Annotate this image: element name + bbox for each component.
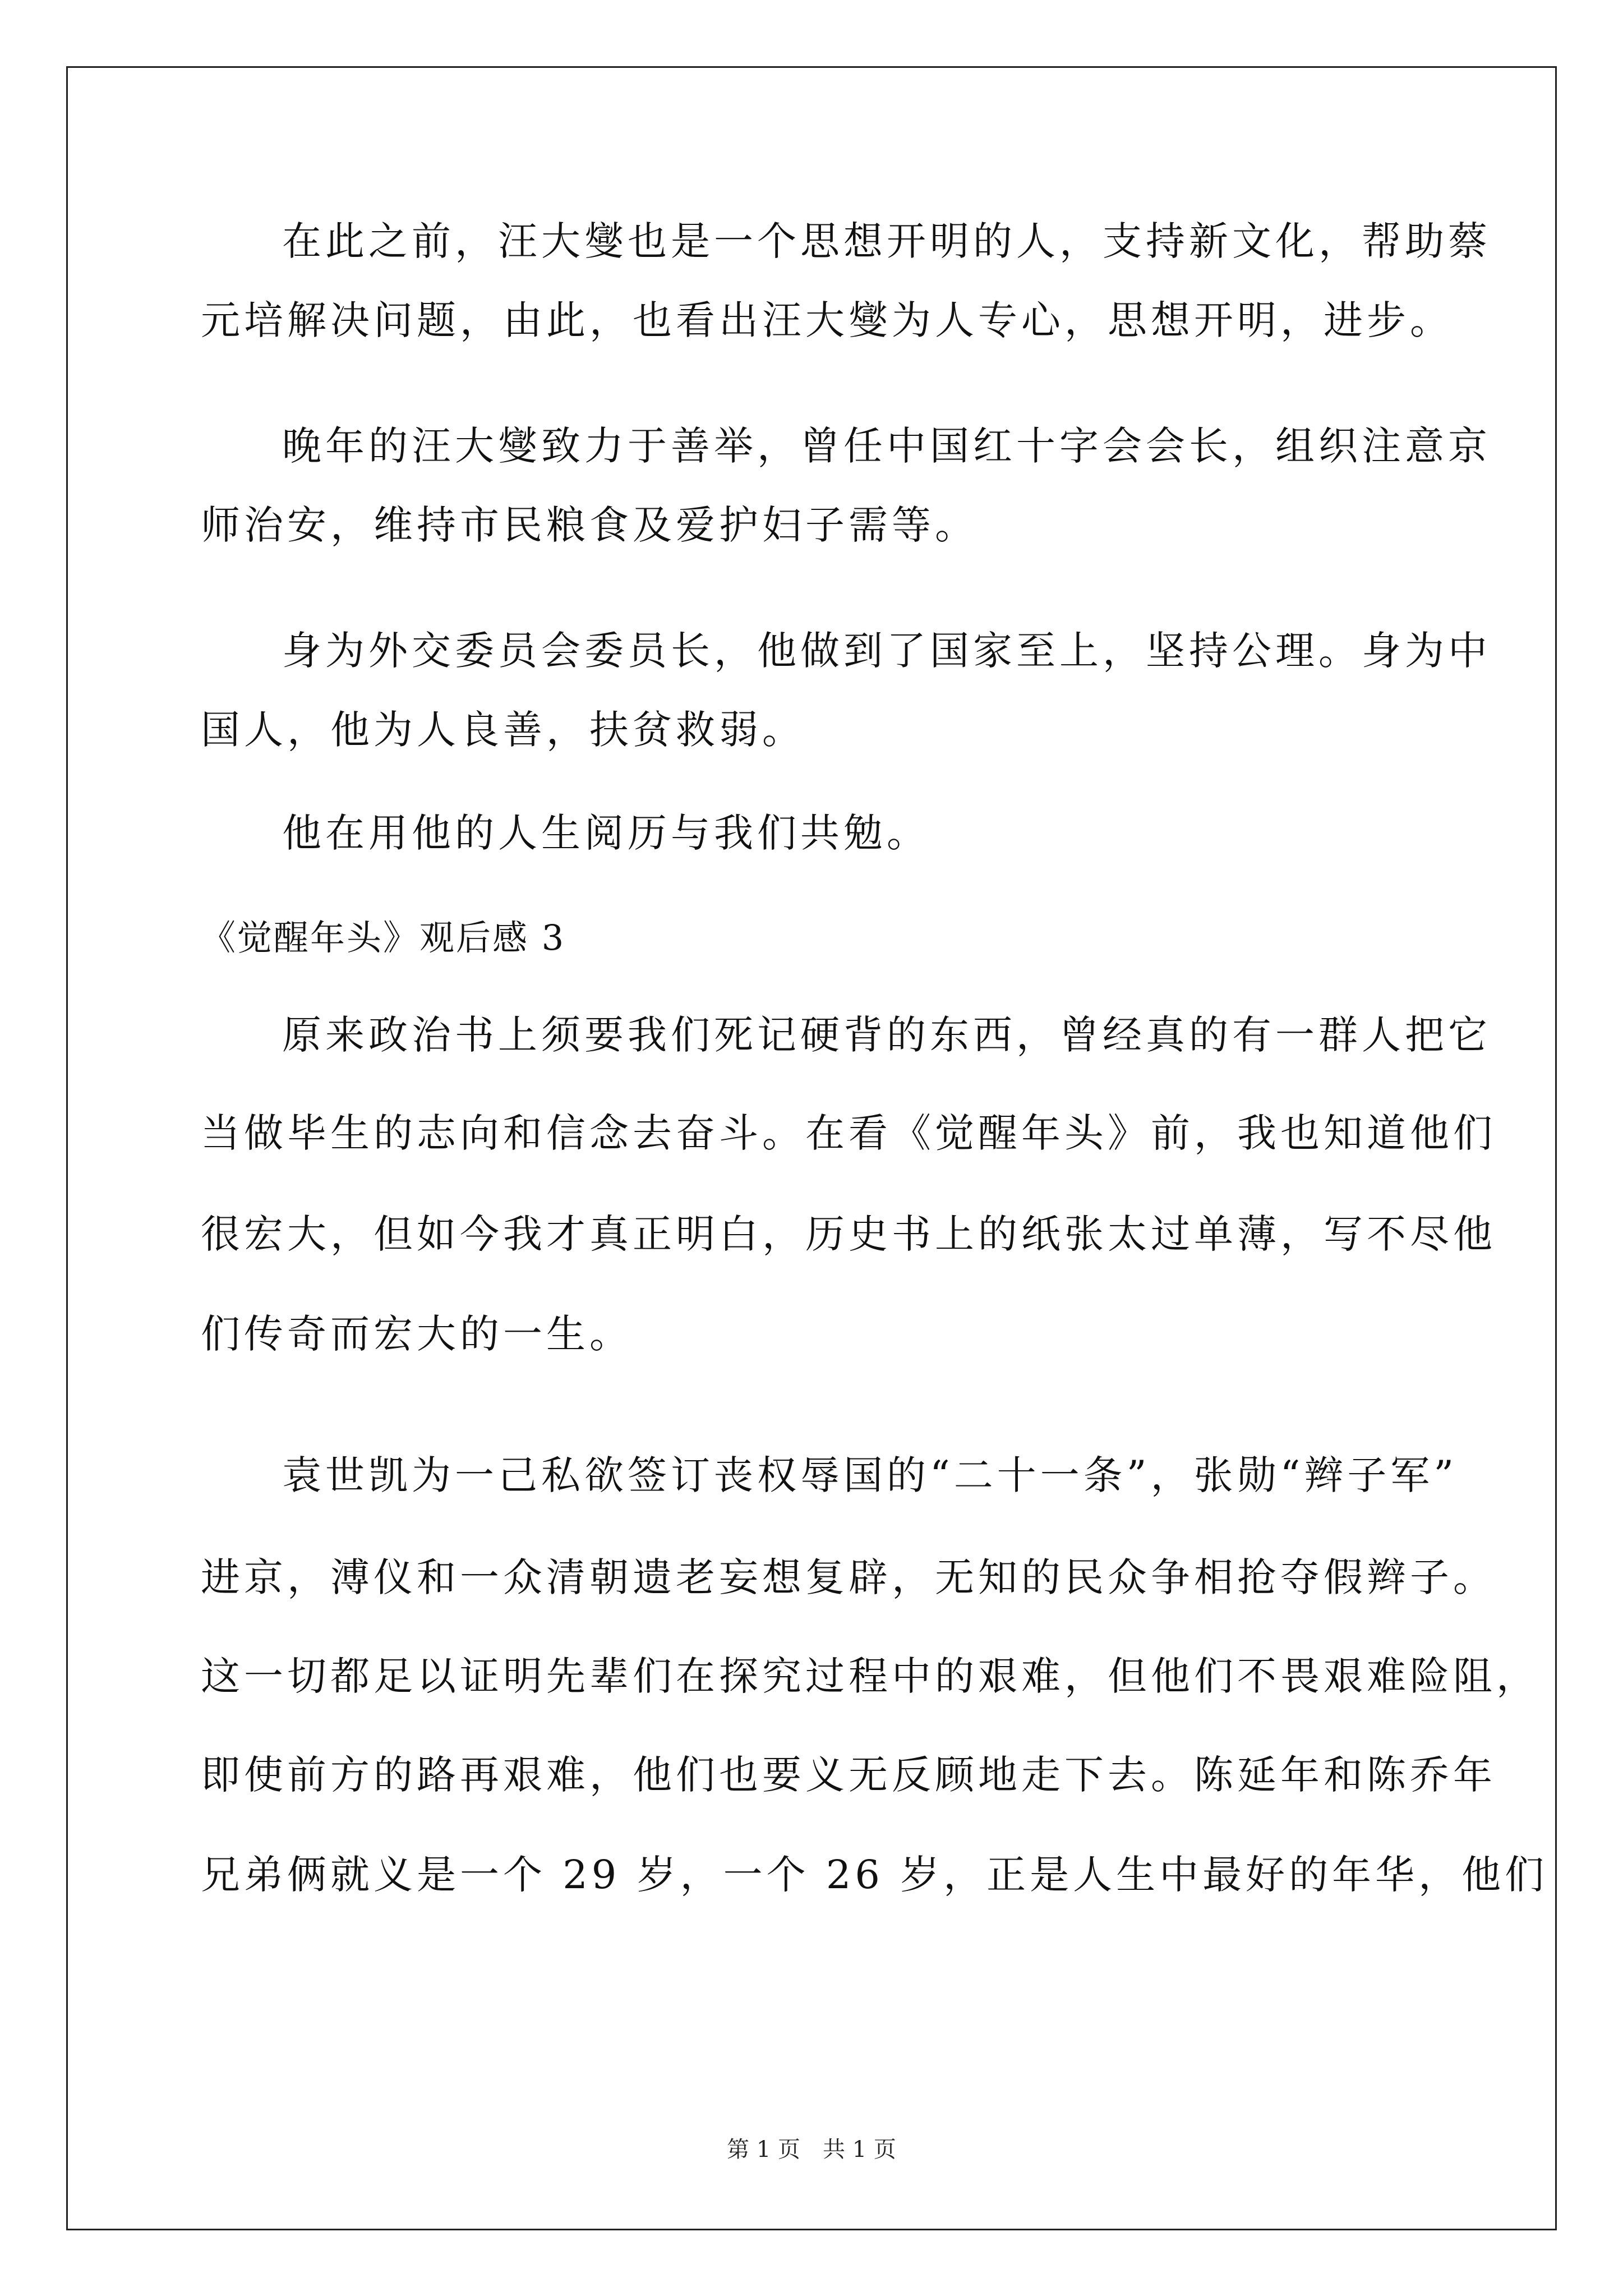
paragraph-line: 袁世凯为一己私欲签订丧权辱国的“二十一条”，张勋“辫子军”: [282, 1452, 1458, 1498]
paragraph-line: 国人，他为人良善，扶贫救弱。: [201, 707, 805, 753]
paragraph-line: 师治安，维持市民粮食及爱护妇子需等。: [201, 502, 978, 548]
paragraph-line: 原来政治书上须要我们死记硬背的东西，曾经真的有一群人把它: [282, 1012, 1491, 1058]
paragraph-line: 身为外交委员会委员长，他做到了国家至上，坚持公理。身为中: [282, 628, 1491, 674]
section-heading: 《觉醒年头》观后感 3: [201, 917, 566, 958]
page-footer: 第 1 页 共 1 页: [727, 2137, 896, 2162]
paragraph-line: 他在用他的人生阅历与我们共勉。: [282, 810, 930, 856]
paragraph-line: 在此之前，汪大燮也是一个思想开明的人，支持新文化，帮助蔡: [282, 218, 1491, 264]
paragraph-line: 晚年的汪大燮致力于善举，曾任中国红十字会会长，组织注意京: [282, 423, 1491, 469]
paragraph-line: 元培解决问题，由此，也看出汪大燮为人专心，思想开明，进步。: [201, 297, 1453, 343]
paragraph-line: 当做毕生的志向和信念去奋斗。在看《觉醒年头》前，我也知道他们: [201, 1110, 1496, 1156]
paragraph-line: 很宏大，但如今我才真正明白，历史书上的纸张太过单薄，写不尽他: [201, 1211, 1496, 1257]
paragraph-line: 兄弟俩就义是一个 29 岁，一个 26 岁，正是人生中最好的年华，他们: [201, 1852, 1548, 1898]
paragraph-line: 们传奇而宏大的一生。: [201, 1311, 633, 1357]
paragraph-line: 这一切都足以证明先辈们在探究过程中的艰难，但他们不畏艰难险阻，: [201, 1653, 1539, 1699]
paragraph-line: 即使前方的路再艰难，他们也要义无反顾地走下去。陈延年和陈乔年: [201, 1752, 1496, 1798]
paragraph-line: 进京，溥仪和一众清朝遗老妄想复辟，无知的民众争相抢夺假辫子。: [201, 1554, 1496, 1600]
